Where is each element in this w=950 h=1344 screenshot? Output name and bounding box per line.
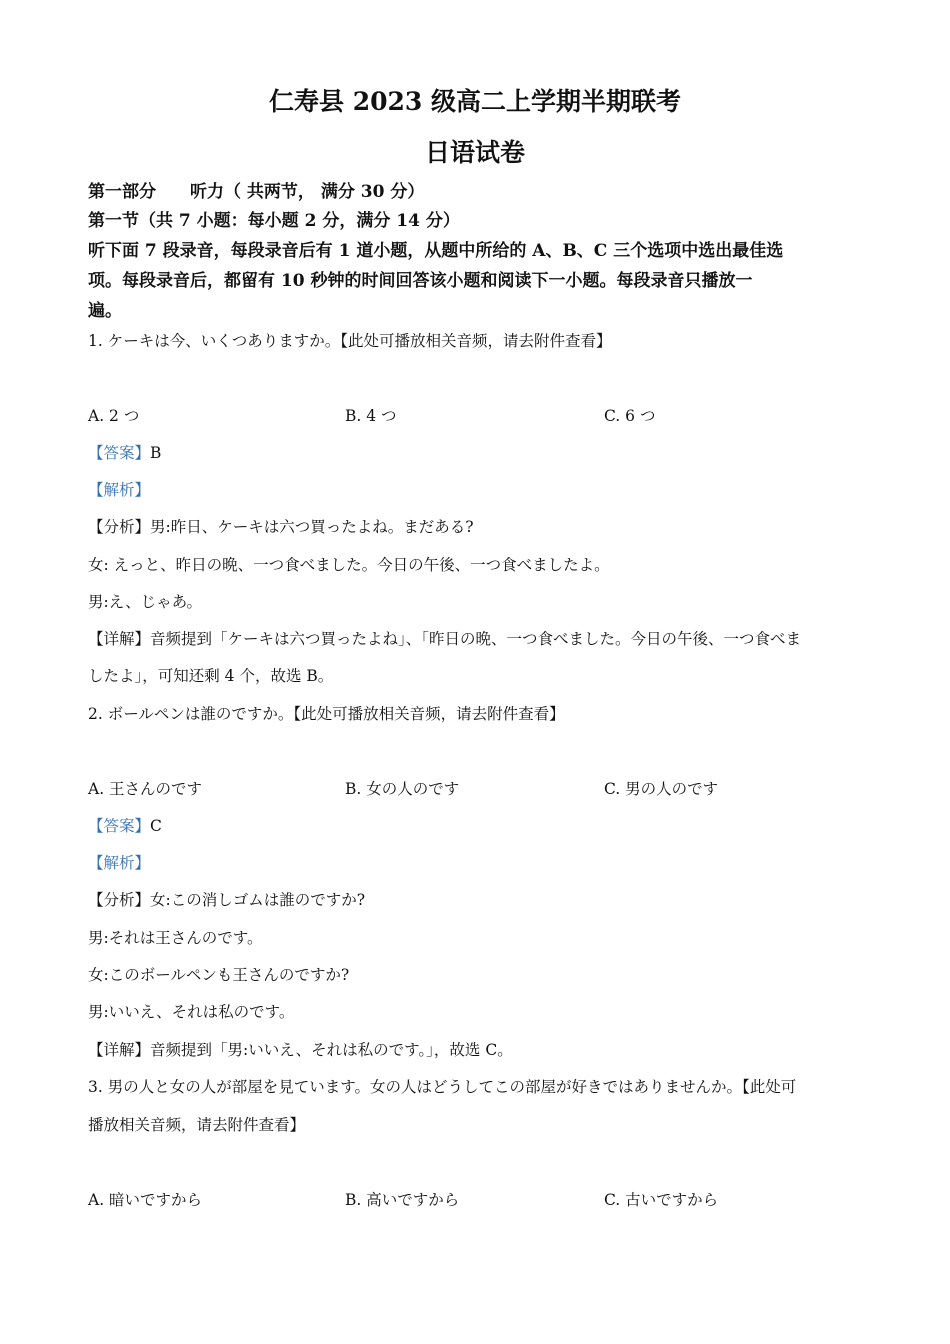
answer-line (88, 441, 161, 463)
answer-value: C (150, 817, 162, 835)
section-heading: 第一节（共 7 小题：每小题 2 分，满分 14 分） (88, 211, 460, 231)
option-c: C. 古いですから (604, 1191, 719, 1209)
option-b: B. 4 つ (345, 407, 397, 425)
explanation-line: 男:それは王さんのです。 (88, 929, 263, 947)
explanation-line: 【分析】女:この消しゴムは誰のですか? (88, 891, 366, 909)
explanation-line: 女: えっと、昨日の晩、一つ食べました。今日の午後、一つ食べましたよ。 (88, 556, 610, 574)
question-prompt: 1. ケーキは今、いくつありますか。【此处可播放相关音频，请去附件查看】 (88, 332, 612, 350)
part-heading: 第一部分 听力（ 共两节， 满分 30 分） (88, 182, 425, 202)
analysis-label: 【解析】 (88, 481, 151, 499)
exam-title: 仁寿县 2023 级高二上学期半期联考 (269, 87, 681, 116)
option-b: B. 高いですから (345, 1191, 460, 1209)
option-b: B. 女の人のです (345, 780, 460, 798)
question-prompt-continued: 播放相关音频，请去附件查看】 (88, 1116, 306, 1134)
explanation-line: 【分析】男:昨日、ケーキは六つ買ったよね。まだある? (88, 518, 474, 536)
question-prompt: 2. ボールペンは誰のですか。【此处可播放相关音频，请去附件查看】 (88, 705, 565, 723)
exam-subtitle: 日语试卷 (424, 138, 525, 167)
explanation-line: したよ」，可知还剩 4 个，故选 B。 (88, 667, 334, 685)
instructions-line: 项。每段录音后，都留有 10 秒钟的时间回答该小题和阅读下一小题。每段录音只播放一 (88, 271, 753, 291)
explanation-line: 【详解】音频提到「ケーキは六つ買ったよね」、「昨日の晩、一つ食べました。今日の午後、一つ食べま (88, 630, 802, 648)
explanation-line: 【详解】音频提到「男:いいえ、それは私のです。」，故选 C。 (88, 1041, 513, 1059)
option-a: A. 王さんのです (88, 780, 203, 798)
answer-value: B (150, 444, 162, 462)
instructions-line: 听下面 7 段录音，每段录音后有 1 道小题，从题中所给的 A、B、C 三个选项中选出最佳选 (88, 241, 784, 261)
explanation-line: 男:え、じゃあ。 (88, 593, 203, 611)
option-a: A. 2 つ (88, 407, 140, 425)
instructions-line: 遍。 (88, 301, 122, 321)
option-a: A. 暗いですから (88, 1191, 203, 1209)
option-c: C. 6 つ (604, 407, 656, 425)
answer-label: 【答案】 (88, 817, 151, 835)
explanation-line: 女:このボールペンも王さんのですか? (88, 966, 350, 984)
analysis-label: 【解析】 (88, 854, 151, 872)
question-prompt: 3. 男の人と女の人が部屋を見ています。女の人はどうしてこの部屋が好きではありませんか。【此处可 (88, 1078, 797, 1096)
answer-line (88, 814, 162, 836)
explanation-line: 男:いいえ、それは私のです。 (88, 1003, 295, 1021)
option-c: C. 男の人のです (604, 780, 719, 798)
answer-label: 【答案】 (88, 444, 151, 462)
